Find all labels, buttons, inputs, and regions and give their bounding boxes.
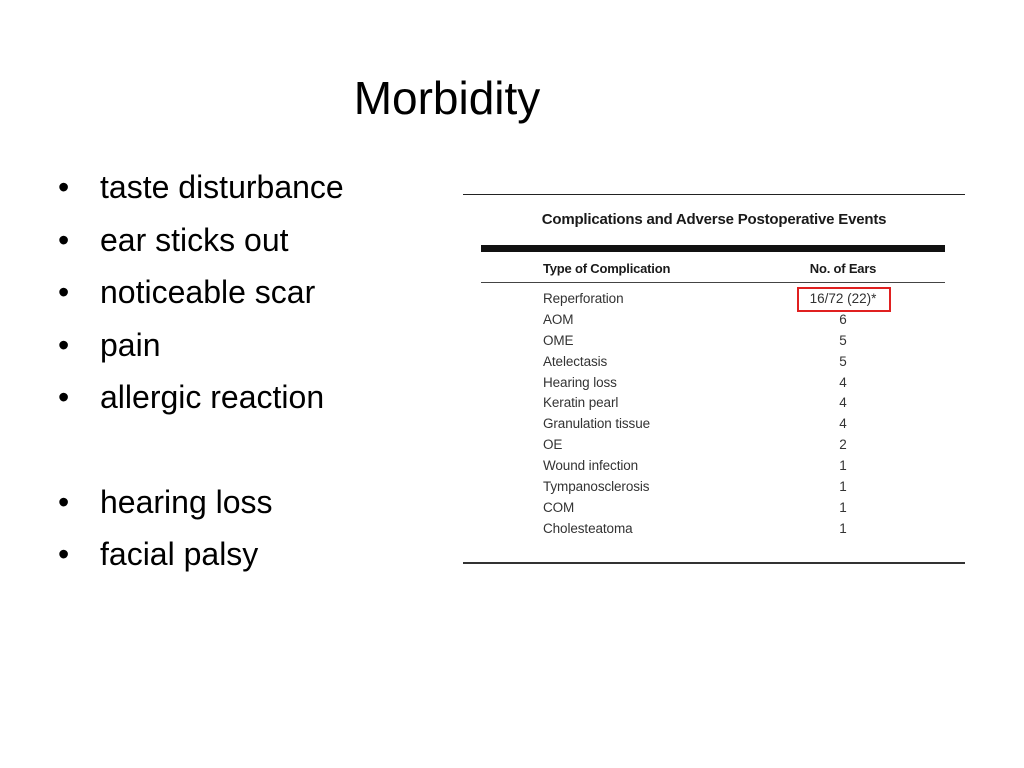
table-row [463,435,965,456]
bullet-icon: • [58,326,70,363]
ear-count: 1 [839,458,847,474]
ear-count: 4 [839,395,847,411]
bullet-icon: • [58,536,70,572]
table-row [463,373,965,394]
ear-count: 1 [839,520,847,536]
bullet-text: hearing loss [100,483,273,520]
bullet-item [58,373,344,426]
ear-count: 16/72 (22)* [809,291,877,306]
bullet-item [58,163,344,216]
table-row [463,519,965,540]
complication-type: OME [543,332,574,348]
ear-count: 1 [839,499,847,515]
bullet-text: noticeable scar [100,274,316,310]
complication-type: Keratin pearl [543,395,619,411]
complication-type: Hearing loss [543,374,617,390]
table-row [463,456,965,477]
ear-count: 1 [839,479,847,495]
table-row [463,331,965,352]
bullet-text: allergic reaction [100,379,325,415]
bullet-item [58,268,344,321]
bullet-icon: • [58,379,70,415]
bullet-item [58,321,344,374]
bullet-icon: • [58,483,70,520]
bullet-list [58,163,344,583]
table-body [463,289,965,540]
table-row [463,310,965,331]
complication-type: COM [543,499,575,515]
bullet-icon: • [58,169,70,205]
complication-type: Reperforation [543,291,624,306]
table-thick-rule [481,245,945,252]
slide-title: Morbidity [353,72,541,124]
ear-count: 6 [839,311,847,327]
ear-count: 5 [839,332,847,348]
bullet-icon: • [58,221,70,258]
bullet-text: pain [100,326,161,363]
bullet-item [58,478,344,531]
table-row [463,414,965,435]
ear-count: 4 [839,374,847,390]
table-top-rule [463,194,965,195]
complication-type: Tympanosclerosis [543,479,650,495]
bullet-item [58,530,344,583]
complication-type: AOM [543,311,574,327]
table-bottom-rule [463,562,965,564]
complication-type: Wound infection [543,458,639,474]
ear-count: 5 [839,353,847,369]
complication-type: Atelectasis [543,353,608,369]
complication-type: OE [543,437,563,453]
complication-type: Granulation tissue [543,416,651,432]
table-row [463,477,965,498]
bullet-item [58,216,344,269]
column-header-ears: No. of Ears [809,261,877,276]
table-caption: Complications and Adverse Postoperative Events [541,211,887,228]
column-header-type: Type of Complication [543,261,671,276]
table-row [463,352,965,373]
ear-count: 2 [839,437,847,453]
table-row [463,393,965,414]
bullet-text: ear sticks out [100,221,289,258]
bullet-text: facial palsy [100,536,259,572]
ear-count: 4 [839,416,847,432]
bullet-icon: • [58,274,70,310]
reperforation-highlight-box [797,287,891,312]
table-header-rule [481,282,945,283]
complication-type: Cholesteatoma [543,520,633,536]
bullet-text: taste disturbance [100,169,344,205]
complications-table-figure [463,194,965,564]
table-row [463,498,965,519]
